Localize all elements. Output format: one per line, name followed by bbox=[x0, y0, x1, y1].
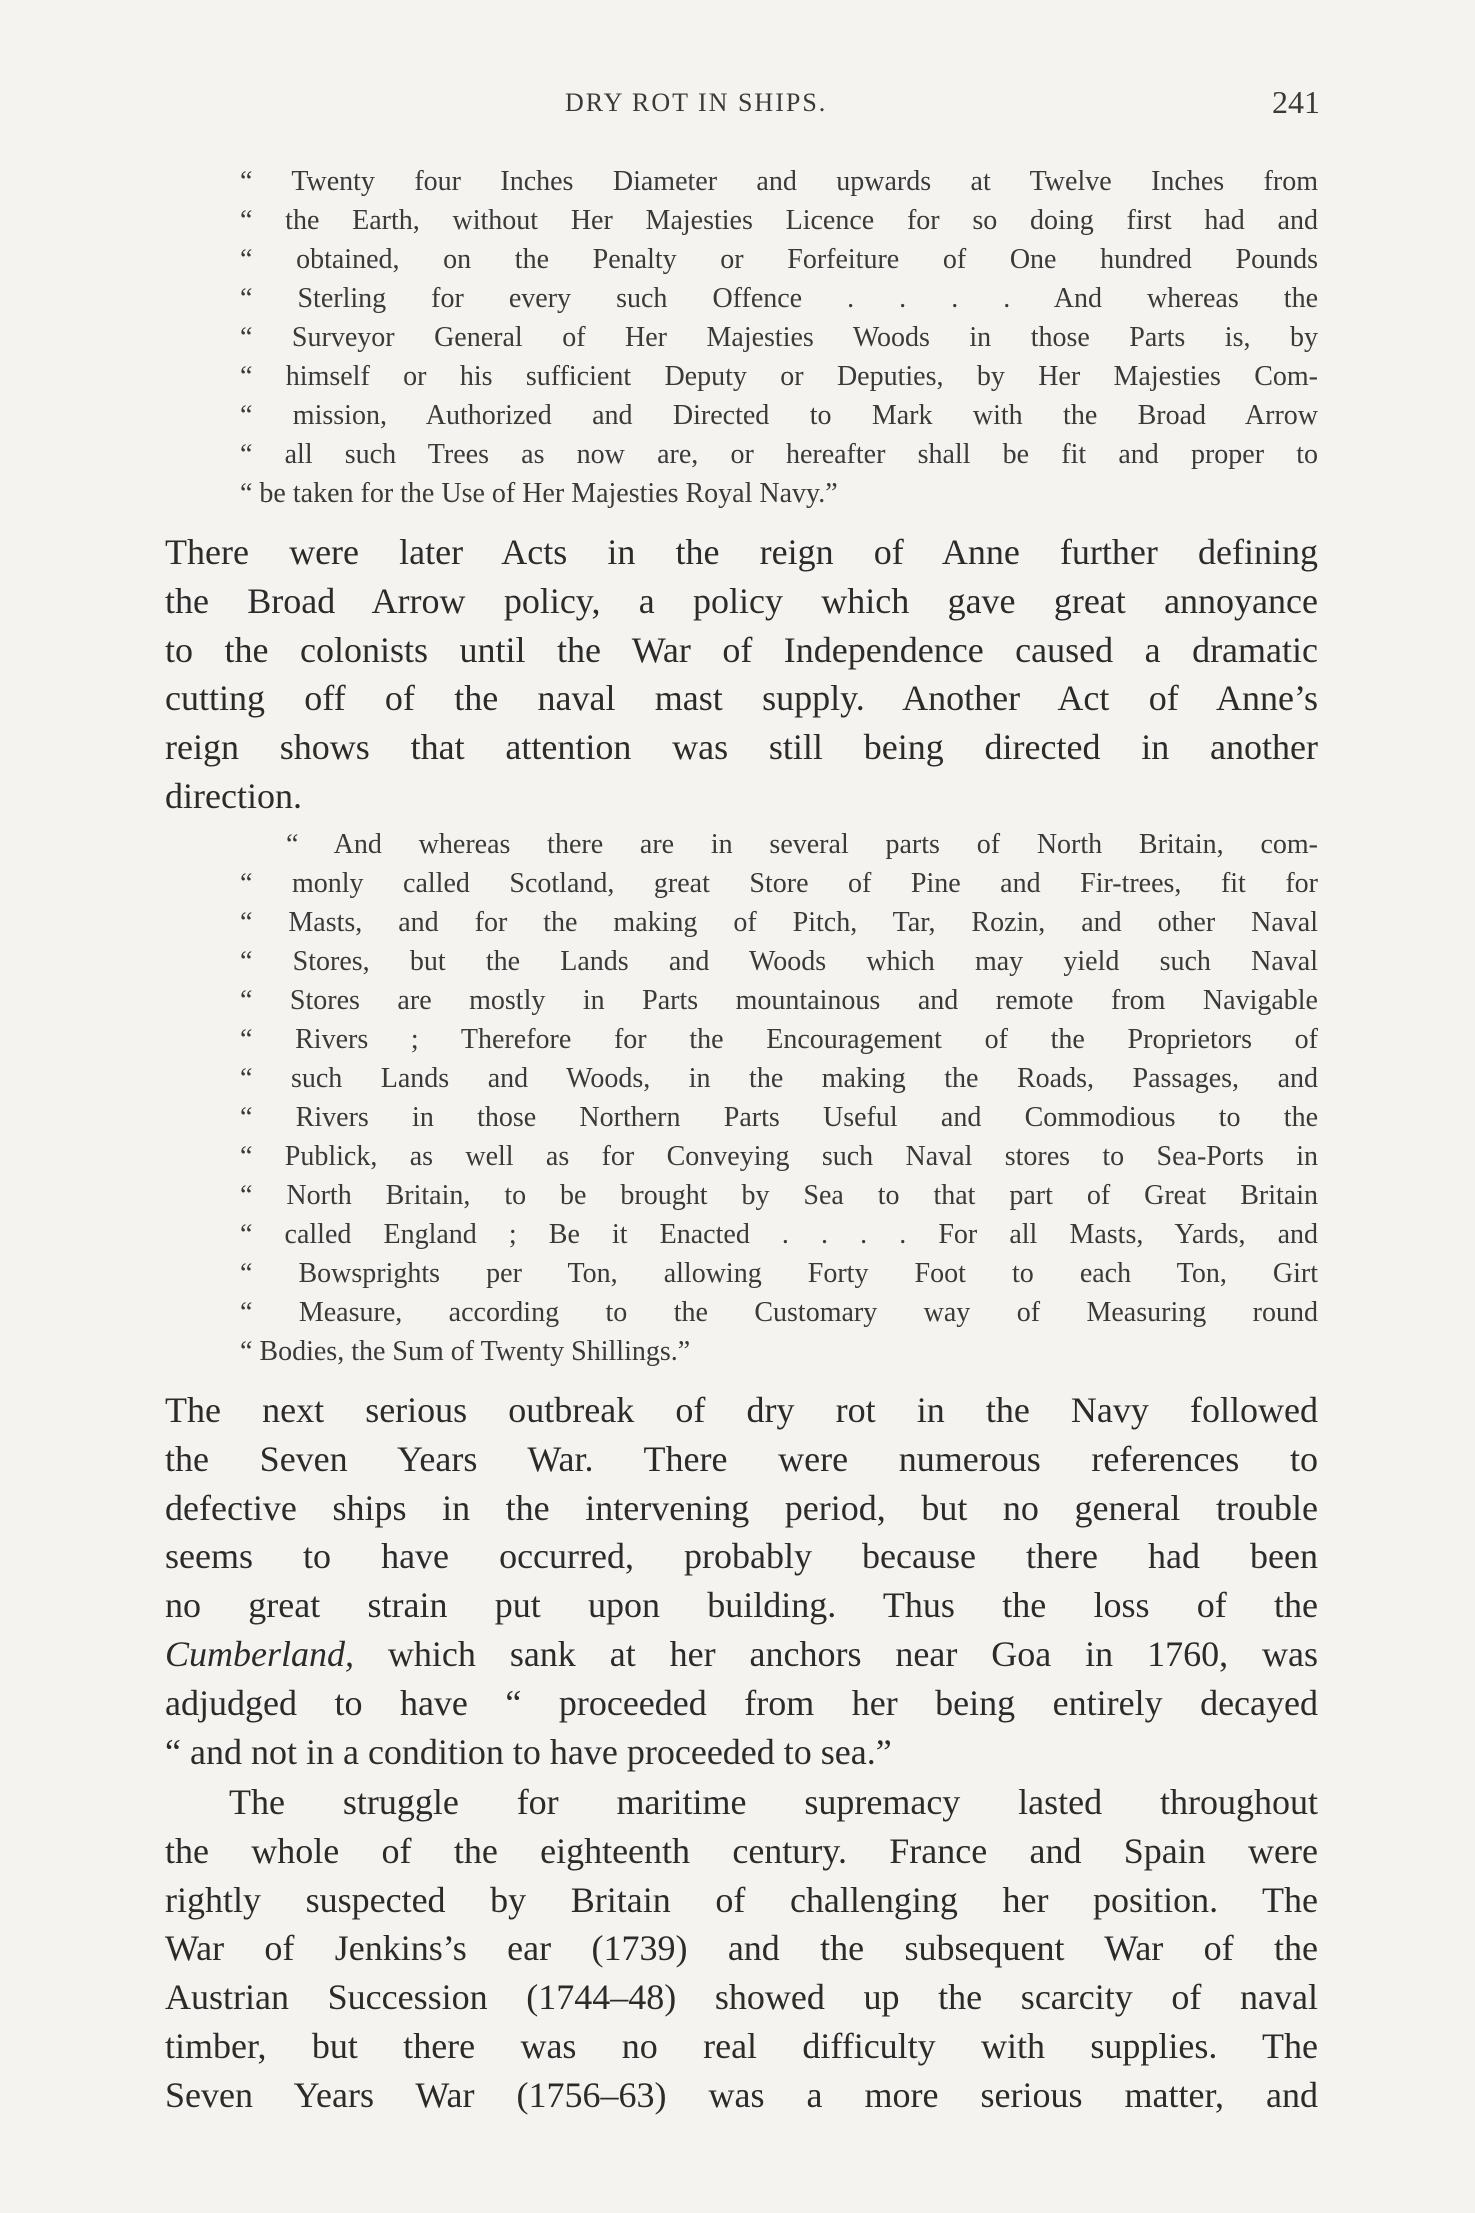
body-line: the Broad Arrow policy, a policy which gave great annoyance bbox=[165, 580, 1318, 621]
body-line: to the colonists until the War of Independence caused a dramatic bbox=[165, 629, 1318, 670]
page-number: 241 bbox=[1272, 84, 1320, 120]
body-line: adjudged to have “ proceeded from her being entirely decayed bbox=[165, 1682, 1318, 1723]
body-line: direction. bbox=[165, 775, 302, 816]
body-line: The next serious outbreak of dry rot in the Navy followed bbox=[165, 1390, 1318, 1430]
quote-line: “ all such Trees as now are, or hereafter shall be fit and proper to bbox=[240, 439, 1318, 470]
body-line: the whole of the eighteenth century. France and Spain were bbox=[165, 1830, 1318, 1871]
quote-line: “ Rivers in those Northern Parts Useful and Commodious to the bbox=[240, 1102, 1318, 1133]
paragraph-dry-rot-outbreak bbox=[165, 1386, 1318, 1776]
quote-line: “ obtained, on the Penalty or Forfeiture of One hundred Pounds bbox=[240, 244, 1318, 275]
running-head bbox=[0, 84, 1475, 128]
quote-line: “ called England ; Be it Enacted . . . . For all Masts, Yards, and bbox=[240, 1219, 1318, 1250]
quote-line: “ himself or his sufficient Deputy or Deputies, by Her Majesties Com- bbox=[240, 361, 1318, 392]
quote-line: “ Twenty four Inches Diameter and upwards at Twelve Inches from bbox=[240, 166, 1318, 197]
quote-line: “ Stores, but the Lands and Woods which may yield such Naval bbox=[240, 946, 1318, 977]
quote-line: “ Bowsprights per Ton, allowing Forty Foot to each Ton, Girt bbox=[240, 1258, 1318, 1289]
body-line: cutting off of the naval mast supply. Another Act of Anne’s bbox=[165, 678, 1318, 719]
quote-line: “ mission, Authorized and Directed to Mark with the Broad Arrow bbox=[240, 400, 1318, 431]
body-line: defective ships in the intervening period, but no general trouble bbox=[165, 1487, 1318, 1528]
quote-line: “ Rivers ; Therefore for the Encouragement of the Proprietors of bbox=[240, 1024, 1318, 1055]
paragraph-maritime-supremacy bbox=[165, 1778, 1318, 2120]
running-title: DRY ROT IN SHIPS. bbox=[565, 88, 828, 117]
body-line: reign shows that attention was still being directed in another bbox=[165, 727, 1318, 768]
quote-line: “ Sterling for every such Offence . . . . And whereas the bbox=[240, 283, 1318, 314]
quote-line: “ such Lands and Woods, in the making the Roads, Passages, and bbox=[240, 1063, 1318, 1094]
body-line: Austrian Succession (1744–48) showed up the scarcity of naval bbox=[165, 1977, 1318, 2018]
body-line: rightly suspected by Britain of challenging her position. The bbox=[165, 1879, 1318, 1920]
body-line: timber, but there was no real difficulty with supplies. The bbox=[165, 2025, 1318, 2066]
body-line: no great strain put upon building. Thus the loss of the bbox=[165, 1585, 1318, 1626]
quote-line: “ Masts, and for the making of Pitch, Tar, Rozin, and other Naval bbox=[240, 907, 1318, 938]
body-line: Seven Years War (1756–63) was a more serious matter, and bbox=[165, 2074, 1318, 2115]
quote-block-north-britain-act bbox=[240, 825, 1318, 1371]
paragraph-later-acts bbox=[165, 528, 1318, 821]
quote-line: “ monly called Scotland, great Store of Pine and Fir-trees, fit for bbox=[240, 868, 1318, 899]
quote-line: “ Measure, according to the Customary way of Measuring round bbox=[240, 1297, 1318, 1328]
body-line: “ and not in a condition to have proceeded to sea.” bbox=[165, 1731, 892, 1772]
quote-line: “ Stores are mostly in Parts mountainous and remote from Navigable bbox=[240, 985, 1318, 1016]
body-line: seems to have occurred, probably because there had been bbox=[165, 1536, 1318, 1577]
quote-line: “ Bodies, the Sum of Twenty Shillings.” bbox=[240, 1336, 691, 1367]
body-line: There were later Acts in the reign of Anne further defining bbox=[165, 532, 1318, 572]
quote-line: “ Surveyor General of Her Majesties Woods in those Parts is, by bbox=[240, 322, 1318, 353]
body-line-text: which sank at her anchors near Goa in 1760, was bbox=[354, 1633, 1318, 1674]
quote-line: “ the Earth, without Her Majesties Licence for so doing first had and bbox=[240, 205, 1318, 236]
quote-line: “ North Britain, to be brought by Sea to that part of Great Britain bbox=[240, 1180, 1318, 1211]
body-line: War of Jenkins’s ear (1739) and the subsequent War of the bbox=[165, 1928, 1318, 1969]
quote-line: “ Publick, as well as for Conveying such Naval stores to Sea-Ports in bbox=[240, 1141, 1318, 1172]
body-line: The struggle for maritime supremacy lasted throughout bbox=[229, 1782, 1318, 1822]
body-line-cumberland bbox=[165, 1630, 1318, 1679]
quote-block-broad-arrow-act bbox=[240, 162, 1318, 513]
quote-line: “ And whereas there are in several parts of North Britain, com- bbox=[286, 829, 1318, 860]
ship-name-cumberland: Cumberland, bbox=[165, 1633, 354, 1674]
quote-line: “ be taken for the Use of Her Majesties Royal Navy.” bbox=[240, 478, 838, 509]
body-line: the Seven Years War. There were numerous references to bbox=[165, 1438, 1318, 1479]
